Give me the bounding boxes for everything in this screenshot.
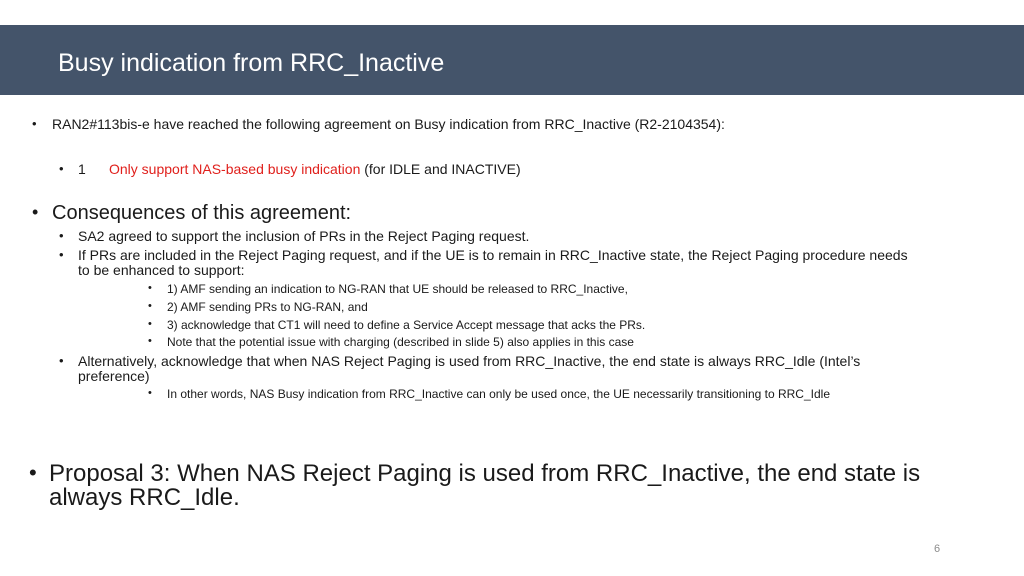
bullet-dot: • — [32, 202, 39, 222]
bullet-dot: • — [29, 460, 37, 485]
bullet-dot: • — [148, 318, 152, 330]
bullet-dot: • — [148, 335, 152, 347]
sub-item: 2) AMF sending PRs to NG-RAN, and — [167, 300, 368, 314]
agreement-highlight: Only support NAS-based busy indication — [109, 161, 361, 177]
page-number: 6 — [934, 543, 941, 555]
bullet-dot: • — [59, 247, 64, 262]
consequence-item-3-line-2: preference) — [78, 368, 150, 384]
sub-item: 1) AMF sending an indication to NG-RAN that UE should be released to RRC_Inactive, — [167, 282, 628, 296]
bullet-dot: • — [148, 282, 152, 294]
bullet-dot: • — [32, 116, 37, 131]
sub-item: 3) acknowledge that CT1 will need to define a Service Accept message that acks the PRs. — [167, 318, 646, 332]
bullet-dot: • — [59, 353, 64, 368]
consequence-item-3-line-1: Alternatively, acknowledge that when NAS Reject Paging is used from RRC_Inactive, the end state is always RRC_Idle (Intel’s — [78, 353, 861, 369]
agreement-line — [78, 161, 521, 177]
bullet-dot: • — [59, 161, 64, 176]
bullet-dot: • — [148, 387, 152, 399]
consequences-heading: Consequences of this agreement: — [52, 202, 352, 224]
consequence-item-1: SA2 agreed to support the inclusion of PRs in the Reject Paging request. — [78, 228, 530, 244]
bullet-dot: • — [59, 228, 64, 243]
proposal-line-1: Proposal 3: When NAS Reject Paging is used from RRC_Inactive, the end state is — [49, 460, 921, 487]
agreement-number: 1 — [78, 161, 86, 177]
slide-title: Busy indication from RRC_Inactive — [58, 49, 445, 77]
agreement-rest: (for IDLE and INACTIVE) — [364, 161, 521, 177]
consequence-item-2-line-2: to be enhanced to support: — [78, 262, 245, 278]
consequence-item-2-line-1: If PRs are included in the Reject Paging request, and if the UE is to remain in RRC_Inactive state, the Reject Paging procedure needs — [78, 247, 908, 263]
intro-text: RAN2#113bis-e have reached the following agreement on Busy indication from RRC_Inactive (R2-2104354): — [52, 116, 725, 132]
proposal-line-2: always RRC_Idle. — [49, 484, 240, 511]
sub-item: Note that the potential issue with charging (described in slide 5) also applies in this case — [167, 335, 634, 349]
bullet-dot: • — [148, 300, 152, 312]
sub-item: In other words, NAS Busy indication from RRC_Inactive can only be used once, the UE necessarily transitioning to RRC_Idle — [167, 387, 830, 401]
